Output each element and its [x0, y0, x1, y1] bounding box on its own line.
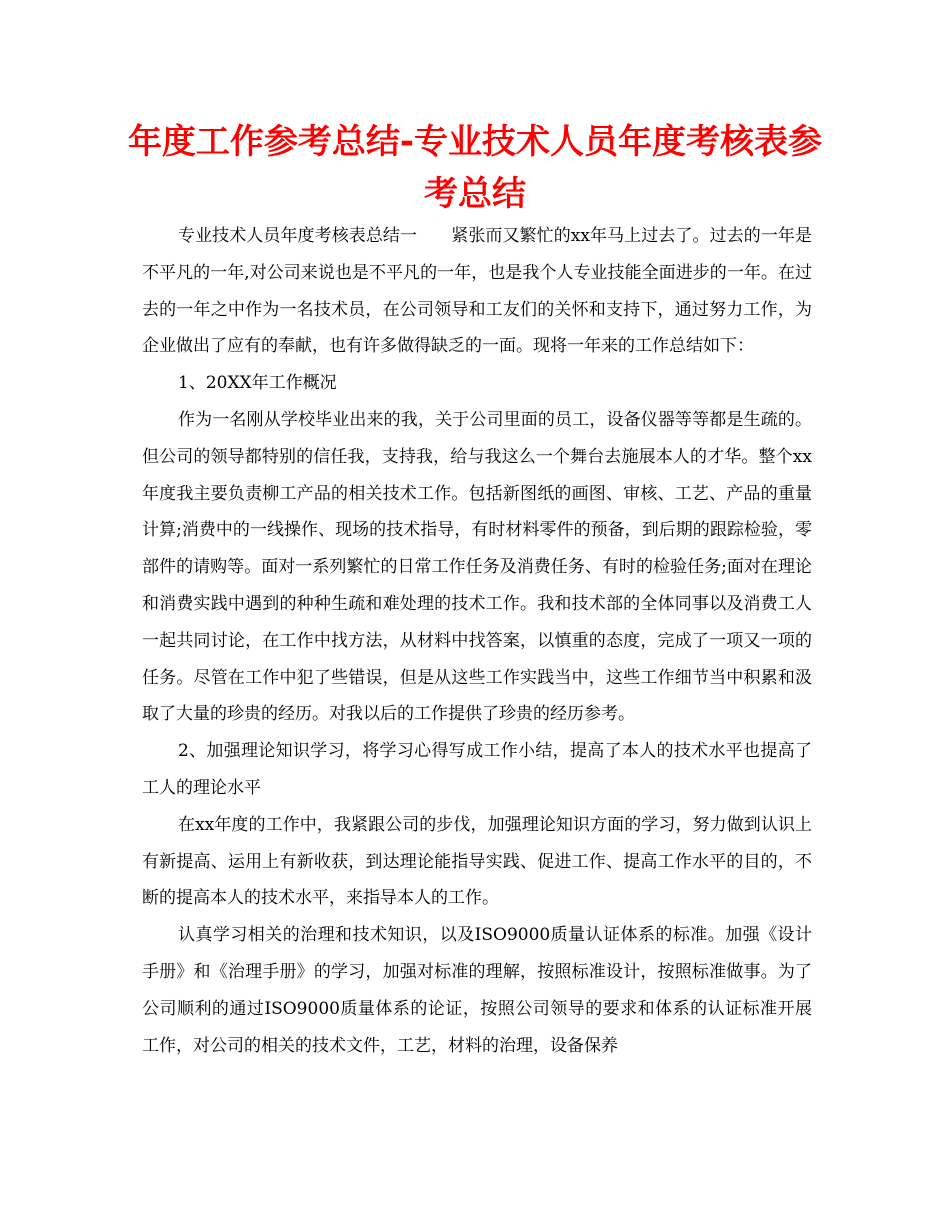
- paragraph-iso9000: 认真学习相关的治理和技术知识，以及ISO9000质量认证体系的标准。加强《设计手册》和《治理手册》的学习，加强对标准的理解，按照标准设计，按照标准做事。为了公司顺利的通过ISO9000质量体系的论证，按照公司领导的要求和体系的认证标准开展工作，对公司的相关的技术文件，工艺，材料的治理，设备保养: [142, 925, 812, 1056]
- paragraph-work-overview: 作为一名刚从学校毕业出来的我，关于公司里面的员工，设备仪器等等都是生疏的。但公司的领导都特别的信任我，支持我，给与我这么一个舞台去施展本人的才华。整个xx年度我主要负责柳工产品的相关技术工作。包括新图纸的画图、审核、工艺、产品的重量计算;消费中的一线操作、现场的技术指导，有时材料零件的预备，到后期的跟踪检验，零部件的请购等。面对一系列繁忙的日常工作任务及消费任务、有时的检验任务;面对在理论和消费实践中遇到的种种生疏和难处理的技术工作。我和技术部的全体同事以及消费工人一起共同讨论，在工作中找方法，从材料中找答案，以慎重的态度，完成了一项又一项的任务。尽管在工作中犯了些错误，但是从这些工作实践当中，这些工作细节当中积累和汲取了大量的珍贵的经历。对我以后的工作提供了珍贵的经历参考。: [142, 409, 812, 725]
- section-heading-1: 1、20XX年工作概况: [178, 373, 337, 394]
- paragraph-theory-study: 在xx年度的工作中，我紧跟公司的步伐，加强理论知识方面的学习，努力做到认识上有新提高、运用上有新收获，到达理论能指导实践、促进工作、提高工作水平的目的，不断的提高本人的技术水平，来指导本人的工作。: [142, 814, 812, 909]
- document-title: 年度工作参考总结-专业技术人员年度考核表参考总结: [127, 122, 823, 214]
- section-heading-2: 2、加强理论知识学习，将学习心得写成工作小结，提高了本人的技术水平也提高了工人的理论水平: [142, 741, 812, 798]
- paragraph-intro: 专业技术人员年度考核表总结一 紧张而又繁忙的xx年马上过去了。过去的一年是不平凡的一年,对公司来说也是不平凡的一年，也是我个人专业技能全面进步的一年。在过去的一年之中作为一名技术员，在公司领导和工友们的关怀和支持下，通过努力工作，为企业做出了应有的奉献，也有许多做得缺乏的一面。现将一年来的工作总结如下：: [142, 226, 812, 357]
- document-body: [142, 218, 812, 1064]
